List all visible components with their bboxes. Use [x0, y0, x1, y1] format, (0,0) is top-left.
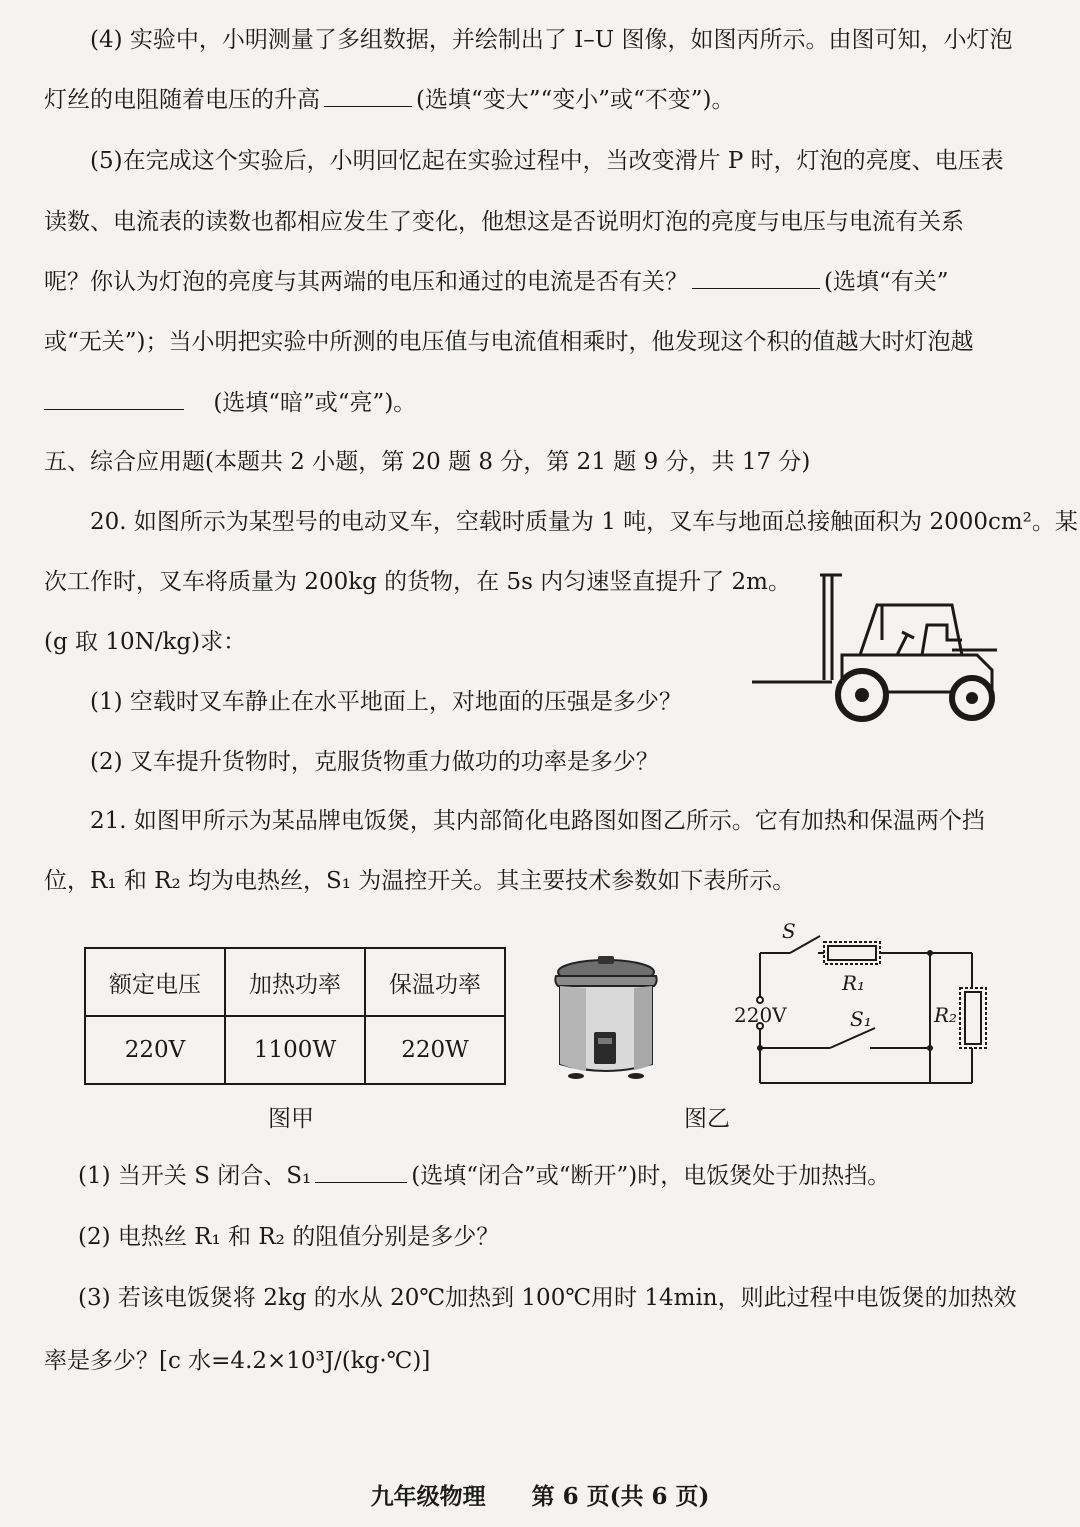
q19-part4-line2 — [44, 84, 1040, 116]
switch-s1-label: S₁ — [850, 1007, 872, 1031]
section-heading: 五、综合应用题(本题共 2 小题，第 20 题 8 分，第 21 题 9 分，共 17 分) — [44, 449, 811, 475]
q19-part4-options: (选填“变大”“变小”或“不变”)。 — [416, 87, 735, 113]
figure-b-caption: 图乙 — [684, 1106, 730, 1132]
table-cell: 220W — [365, 1016, 505, 1084]
table-cell: 1100W — [225, 1016, 365, 1084]
q19-part5-line5 — [44, 387, 1040, 419]
q19-part4-text: 灯丝的电阻随着电压的升高 — [44, 87, 320, 113]
q19-part4-line1: (4) 实验中，小明测量了多组数据，并绘制出了 I–U 图像，如图丙所示。由图可知，小灯泡 — [90, 27, 1013, 53]
r1-label: R₁ — [842, 971, 866, 995]
circuit-diagram — [730, 918, 1000, 1098]
q21-sub2: (2) 电热丝 R₁ 和 R₂ 的阻值分别是多少？ — [78, 1224, 500, 1250]
table-row — [85, 1016, 505, 1084]
table-header-cell: 额定电压 — [85, 948, 225, 1016]
answer-blank[interactable] — [44, 387, 184, 410]
q21-sub3-line2: 率是多少？[c 水=4.2×10³J/(kg·℃)] — [44, 1348, 431, 1374]
q19-part5-line2: 读数、电流表的读数也都相应发生了变化，他想这是否说明灯泡的亮度与电压与电流有关系 — [44, 209, 964, 235]
switch-s-label: S — [782, 919, 796, 943]
figure-a-caption: 图甲 — [268, 1106, 314, 1132]
q20-line1: 20. 如图所示为某型号的电动叉车，空载时质量为 1 吨，叉车与地面总接触面积为 2000cm²。某 — [90, 509, 1078, 535]
voltage-label: 220V — [734, 1003, 787, 1027]
q20-sub2: (2) 叉车提升货物时，克服货物重力做功的功率是多少？ — [90, 749, 659, 775]
q19-part5-options2: (选填“暗”或“亮”)。 — [213, 390, 417, 416]
table-cell: 220V — [85, 1016, 225, 1084]
q20-line3: (g 取 10N/kg)求： — [44, 629, 247, 655]
q19-part5-question: 呢？你认为灯泡的亮度与其两端的电压和通过的电流是否有关？ — [44, 269, 688, 295]
page-footer: 九年级物理 第 6 页(共 6 页) — [370, 1483, 710, 1510]
q19-part5-line1: (5)在完成这个实验后，小明回忆起在实验过程中，当改变滑片 P 时，灯泡的亮度、电压表 — [90, 148, 1004, 174]
q20-sub1: (1) 空载时叉车静止在水平地面上，对地面的压强是多少？ — [90, 689, 682, 715]
table-header-cell: 保温功率 — [365, 948, 505, 1016]
q19-part5-options: (选填“有关” — [824, 269, 949, 295]
q21-line2: 位，R₁ 和 R₂ 均为电热丝，S₁ 为温控开关。其主要技术参数如下表所示。 — [44, 868, 796, 894]
q21-line1: 21. 如图甲所示为某品牌电饭煲，其内部简化电路图如图乙所示。它有加热和保温两个挡 — [90, 808, 985, 834]
q21-sub1-text: (1) 当开关 S 闭合、S₁ — [78, 1163, 312, 1189]
q20-line2: 次工作时，叉车将质量为 200kg 的货物，在 5s 内匀速竖直提升了 2m。 — [44, 569, 791, 595]
r2-label: R₂ — [934, 1003, 958, 1027]
q21-sub1 — [78, 1160, 1040, 1192]
q21-sub1-options: (选填“闭合”或“断开”)时，电饭煲处于加热挡。 — [411, 1163, 891, 1189]
spec-table — [84, 947, 506, 1085]
q19-part5-line4: 或“无关”)；当小明把实验中所测的电压值与电流值相乘时，他发现这个积的值越大时灯泡越 — [44, 329, 974, 355]
q19-part5-line3 — [44, 266, 1040, 298]
answer-blank[interactable] — [315, 1160, 407, 1183]
q21-sub3-line1: (3) 若该电饭煲将 2kg 的水从 20℃加热到 100℃用时 14min，则此过程中电饭煲的加热效 — [78, 1285, 1017, 1311]
answer-blank[interactable] — [692, 266, 820, 289]
answer-blank[interactable] — [324, 84, 412, 107]
rice-cooker-figure — [546, 952, 666, 1082]
forklift-figure — [752, 570, 1012, 730]
table-header-row — [85, 948, 505, 1016]
table-header-cell: 加热功率 — [225, 948, 365, 1016]
